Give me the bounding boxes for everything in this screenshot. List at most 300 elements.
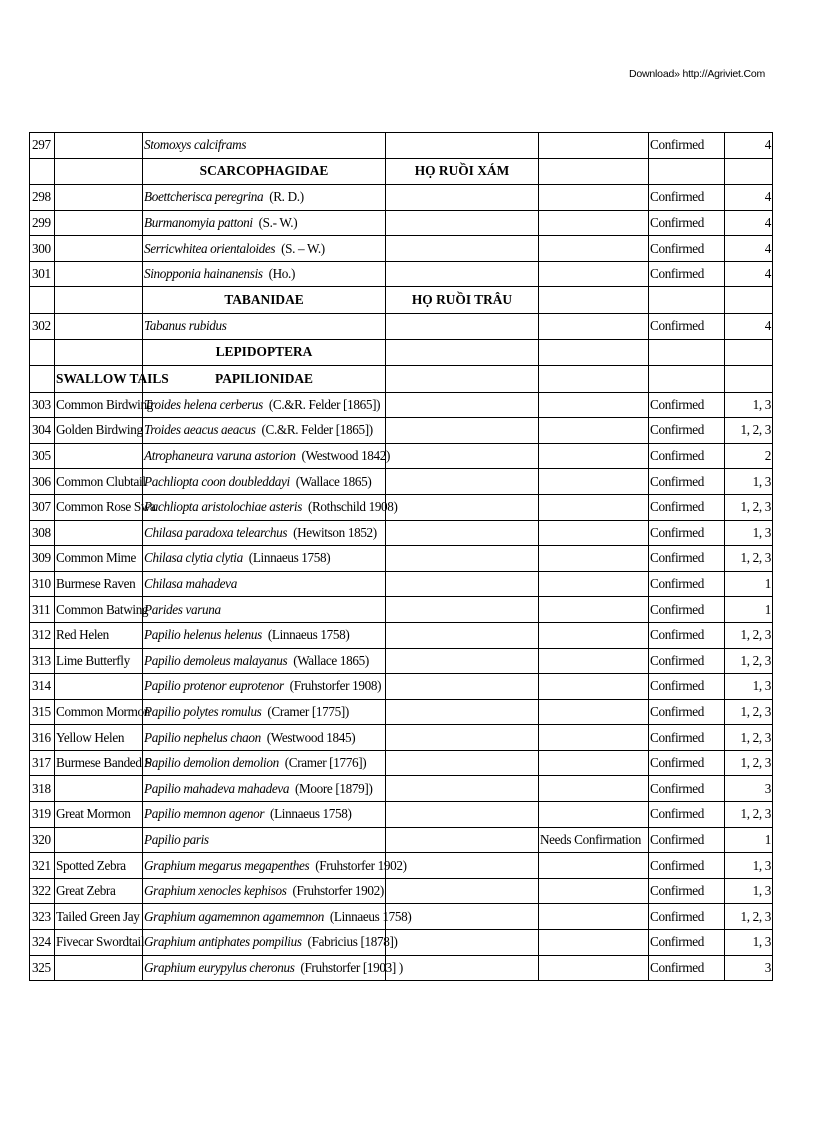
reference-cell: 4 [725,313,773,339]
status-cell: Confirmed [649,878,725,904]
section-left-label [55,339,143,366]
species-name: Graphium megarus megapenthes [144,857,310,873]
species-name: Papilio polytes romulus [144,703,262,719]
common-name-cell: Golden Birdwing [55,418,143,444]
common-name-cell: Great Mormon [55,802,143,828]
common-name-cell [55,776,143,802]
common-name-cell [55,827,143,853]
reference-cell: 1 [725,571,773,597]
species-name: Graphium agamemnon agamemnon [144,908,324,924]
species-row [30,571,773,597]
species-authority: (Fabricius [1878]) [307,934,398,950]
confirmation-note-cell [539,930,649,956]
row-number-cell: 300 [30,236,55,262]
row-number-cell [30,366,55,393]
row-number-cell: 307 [30,494,55,520]
scientific-name-cell [143,802,386,828]
common-name-cell [55,210,143,236]
common-name-cell: Fivecar Swordtail [55,930,143,956]
confirmation-note-cell [539,802,649,828]
species-row [30,597,773,623]
confirmation-note-cell [539,571,649,597]
species-authority: (Linnaeus 1758) [267,627,350,643]
common-name-cell: Common Rose Swa [55,494,143,520]
vietnamese-name-cell [386,546,539,572]
scientific-name-cell [143,520,386,546]
common-name-cell: Burmese Raven [55,571,143,597]
confirmation-note-cell [539,546,649,572]
status-cell: Confirmed [649,494,725,520]
common-name-cell: Red Helen [55,622,143,648]
status-cell: Confirmed [649,443,725,469]
species-row [30,802,773,828]
section-row [30,158,773,185]
scientific-name-cell [143,185,386,211]
status-cell: Confirmed [649,622,725,648]
status-cell: Confirmed [649,930,725,956]
family-name-cell: PAPILIONIDAE [143,366,386,393]
vietnamese-name-cell [386,133,539,159]
status-cell: Confirmed [649,392,725,418]
section-left-label [55,158,143,185]
row-number-cell: 322 [30,878,55,904]
family-name-cell: TABANIDAE [143,287,386,314]
vietnamese-name-cell [386,392,539,418]
reference-cell: 4 [725,210,773,236]
row-number-cell: 312 [30,622,55,648]
species-row [30,443,773,469]
reference-cell: 4 [725,236,773,262]
common-name-cell [55,674,143,700]
species-authority: (Linnaeus 1758) [329,908,412,924]
species-authority: (C.&R. Felder [1865]) [261,422,373,438]
status-cell: Confirmed [649,133,725,159]
confirmation-note-cell [539,133,649,159]
scientific-name-cell [143,853,407,879]
confirmation-note-cell [539,313,649,339]
status-cell [649,339,725,366]
species-name: Papilio demoleus malayanus [144,652,288,668]
scientific-name-cell [143,750,386,776]
status-cell: Confirmed [649,955,725,981]
species-row [30,699,773,725]
species-authority: (Cramer [1776]) [284,755,367,771]
species-name: Boettcherisca peregrina [144,189,264,205]
status-cell: Confirmed [649,313,725,339]
row-number-cell: 324 [30,930,55,956]
species-name: Troides aeacus aeacus [144,422,256,438]
species-name: Chilasa clytia clytia [144,550,243,566]
status-cell [649,287,725,314]
vietnamese-name-cell [386,520,539,546]
row-number-cell: 321 [30,853,55,879]
reference-cell: 2 [725,443,773,469]
species-row [30,827,773,853]
species-row [30,313,773,339]
status-cell: Confirmed [649,261,725,287]
status-cell: Confirmed [649,520,725,546]
status-cell: Confirmed [649,802,725,828]
reference-cell: 1, 2, 3 [725,725,773,751]
vietnamese-name-cell [386,622,539,648]
species-row [30,930,773,956]
row-number-cell: 320 [30,827,55,853]
reference-cell: 1, 3 [725,853,773,879]
status-cell: Confirmed [649,236,725,262]
reference-cell: 1, 3 [725,674,773,700]
species-authority: (R. D.) [269,189,304,205]
species-table-body [30,133,773,981]
vietnamese-name-cell [386,955,539,981]
species-authority: (Fruhstorfer 1902) [315,857,407,873]
download-link[interactable]: Download» http://Agriviet.Com [629,68,766,80]
confirmation-note-cell [539,776,649,802]
common-name-cell: Common Mime [55,546,143,572]
vietnamese-name-cell [386,185,539,211]
species-row [30,418,773,444]
vietnamese-name-cell [386,443,539,469]
species-name: Stomoxys calciframs [144,137,247,153]
species-name: Atrophaneura varuna astorion [144,448,296,464]
scientific-name-cell [143,443,391,469]
vietnamese-name-cell [386,776,539,802]
vietnamese-name-cell [386,313,539,339]
scientific-name-cell [143,210,386,236]
vietnamese-name-cell [386,261,539,287]
species-name: Pachliopta coon doubleddayi [144,473,290,489]
species-row [30,392,773,418]
row-number-cell: 298 [30,185,55,211]
species-row [30,133,773,159]
status-cell: Confirmed [649,418,725,444]
vietnamese-name-cell [386,494,539,520]
confirmation-note-cell [539,622,649,648]
common-name-cell: Common Birdwing [55,392,143,418]
vietnamese-name-cell [386,674,539,700]
row-number-cell: 316 [30,725,55,751]
scientific-name-cell [143,236,386,262]
status-cell [649,366,725,393]
note-cell [539,158,649,185]
species-row [30,853,773,879]
status-cell: Confirmed [649,571,725,597]
scientific-name-cell [143,571,386,597]
confirmation-note-cell [539,878,649,904]
scientific-name-cell [143,699,386,725]
species-row [30,725,773,751]
vietnamese-name-cell [386,469,539,495]
vietnamese-name-cell [386,571,539,597]
confirmation-note-cell [539,443,649,469]
scientific-name-cell [143,313,386,339]
row-number-cell: 305 [30,443,55,469]
common-name-cell [55,313,143,339]
reference-cell: 1, 2, 3 [725,750,773,776]
vietnamese-name-cell [386,339,539,366]
species-row [30,904,773,930]
common-name-cell [55,955,143,981]
species-row [30,494,773,520]
scientific-name-cell [143,597,386,623]
species-authority: (Ho.) [268,266,296,282]
reference-cell: 4 [725,133,773,159]
status-cell: Confirmed [649,699,725,725]
scientific-name-cell [143,776,386,802]
vietnamese-name-cell [386,853,539,879]
status-cell: Confirmed [649,776,725,802]
status-cell: Confirmed [649,210,725,236]
scientific-name-cell [143,392,386,418]
scientific-name-cell [143,546,386,572]
row-number-cell: 315 [30,699,55,725]
note-cell [539,287,649,314]
vietnamese-name-cell: HỌ RUỒI TRÂU [386,287,539,314]
scientific-name-cell [143,648,386,674]
confirmation-note-cell [539,210,649,236]
species-row [30,520,773,546]
species-row [30,750,773,776]
species-row [30,185,773,211]
species-authority: (Westwood 1845) [266,729,356,745]
confirmation-note-cell [539,597,649,623]
row-number-cell [30,339,55,366]
reference-cell: 1, 2, 3 [725,546,773,572]
confirmation-note-cell [539,392,649,418]
note-cell [539,366,649,393]
status-cell: Confirmed [649,827,725,853]
species-name: Graphium eurypylus cheronus [144,959,295,975]
reference-cell: 1, 2, 3 [725,699,773,725]
vietnamese-name-cell [386,648,539,674]
vietnamese-name-cell [386,699,539,725]
scientific-name-cell [143,725,386,751]
species-name: Chilasa paradoxa telearchus [144,524,288,540]
row-number-cell: 323 [30,904,55,930]
family-name-cell: SCARCOPHAGIDAE [143,158,386,185]
row-number-cell: 314 [30,674,55,700]
scientific-name-cell [143,469,386,495]
species-row [30,469,773,495]
confirmation-note-cell [539,494,649,520]
vietnamese-name-cell [386,802,539,828]
species-name: Papilio paris [144,831,209,847]
species-name: Graphium antiphates pompilius [144,934,302,950]
vietnamese-name-cell [386,827,539,853]
common-name-cell: Tailed Green Jay [55,904,143,930]
species-authority: (S. – W.) [281,240,325,256]
confirmation-note-cell [539,418,649,444]
species-authority: (Linnaeus 1758) [270,806,352,822]
confirmation-note-cell [539,750,649,776]
vietnamese-name-cell [386,878,539,904]
confirmation-note-cell [539,261,649,287]
species-authority: (Moore [1879]) [294,780,373,796]
species-authority: (Fruhstorfer 1902) [292,883,384,899]
species-row [30,648,773,674]
row-number-cell: 302 [30,313,55,339]
reference-cell: 3 [725,776,773,802]
family-name-cell: LEPIDOPTERA [143,339,386,366]
confirmation-note-cell [539,520,649,546]
common-name-cell [55,443,143,469]
section-row [30,366,773,393]
common-name-cell: Yellow Helen [55,725,143,751]
species-authority: (Cramer [1775]) [267,703,349,719]
status-cell: Confirmed [649,648,725,674]
species-name: Pachliopta aristolochiae asteris [144,499,303,515]
reference-cell: 1, 3 [725,520,773,546]
note-cell [539,339,649,366]
reference-cell: 1, 2, 3 [725,648,773,674]
species-name: Chilasa mahadeva [144,576,237,592]
row-number-cell: 308 [30,520,55,546]
confirmation-note-cell [539,699,649,725]
common-name-cell: Common Mormon [55,699,143,725]
reference-cell: 1, 2, 3 [725,418,773,444]
row-number-cell: 297 [30,133,55,159]
reference-cell: 4 [725,185,773,211]
common-name-cell: Common Clubtail [55,469,143,495]
status-cell: Confirmed [649,853,725,879]
common-name-cell [55,133,143,159]
species-row [30,955,773,981]
scientific-name-cell [143,622,386,648]
row-number-cell: 318 [30,776,55,802]
species-name: Sinopponia hainanensis [144,266,263,282]
species-authority: (Fruhstorfer [1903] ) [300,959,403,975]
scientific-name-cell [143,261,386,287]
row-number-cell: 304 [30,418,55,444]
status-cell: Confirmed [649,469,725,495]
scientific-name-cell [143,904,412,930]
common-name-cell: Burmese Banded S [55,750,143,776]
species-row [30,210,773,236]
row-number-cell: 299 [30,210,55,236]
row-number-cell: 313 [30,648,55,674]
status-cell: Confirmed [649,725,725,751]
row-number-cell: 317 [30,750,55,776]
reference-cell: 1 [725,597,773,623]
confirmation-note-cell [539,648,649,674]
status-cell: Confirmed [649,750,725,776]
row-number-cell: 309 [30,546,55,572]
species-name: Papilio memnon agenor [144,806,265,822]
confirmation-note-cell [539,725,649,751]
reference-cell: 1, 2, 3 [725,904,773,930]
species-name: Troides helena cerberus [144,396,263,412]
common-name-cell: Great Zebra [55,878,143,904]
species-name: Parides varuna [144,601,221,617]
species-name: Graphium xenocles kephisos [144,883,287,899]
species-row [30,776,773,802]
species-row [30,546,773,572]
vietnamese-name-cell [386,366,539,393]
species-authority: (Wallace 1865) [295,473,372,489]
status-cell: Confirmed [649,904,725,930]
species-authority: (Fruhstorfer 1908) [289,678,382,694]
common-name-cell [55,185,143,211]
vietnamese-name-cell [386,210,539,236]
section-left-label [55,287,143,314]
scientific-name-cell [143,133,386,159]
reference-cell: 3 [725,955,773,981]
species-row [30,878,773,904]
vietnamese-name-cell: HỌ RUỒI XÁM [386,158,539,185]
reference-cell: 1, 3 [725,469,773,495]
confirmation-note-cell [539,674,649,700]
row-number-cell [30,158,55,185]
reference-cell [725,158,773,185]
vietnamese-name-cell [386,750,539,776]
section-left-label: SWALLOW TAILS [55,366,143,393]
vietnamese-name-cell [386,597,539,623]
common-name-cell: Lime Butterfly [55,648,143,674]
reference-cell: 1, 2, 3 [725,494,773,520]
row-number-cell: 303 [30,392,55,418]
common-name-cell [55,261,143,287]
confirmation-note-cell [539,469,649,495]
scientific-name-cell [143,930,398,956]
scientific-name-cell [143,418,386,444]
confirmation-note-cell [539,236,649,262]
species-authority: (Hewitson 1852) [293,524,377,540]
species-name: Burmanomyia pattoni [144,214,253,230]
row-number-cell: 306 [30,469,55,495]
confirmation-note-cell [539,904,649,930]
species-name: Papilio helenus helenus [144,627,262,643]
species-row [30,261,773,287]
vietnamese-name-cell [386,725,539,751]
scientific-name-cell [143,878,386,904]
reference-cell [725,287,773,314]
reference-cell: 1, 3 [725,878,773,904]
species-name: Papilio mahadeva mahadeva [144,780,290,796]
scientific-name-cell [143,955,403,981]
row-number-cell: 301 [30,261,55,287]
vietnamese-name-cell [386,418,539,444]
species-row [30,674,773,700]
status-cell: Confirmed [649,597,725,623]
species-authority: (Rothschild 1908) [307,499,398,515]
scientific-name-cell [143,494,398,520]
section-row [30,287,773,314]
row-number-cell: 310 [30,571,55,597]
common-name-cell [55,520,143,546]
row-number-cell: 325 [30,955,55,981]
scientific-name-cell [143,827,386,853]
species-name: Serricwhitea orientaloides [144,240,276,256]
vietnamese-name-cell [386,930,539,956]
species-table [29,132,773,981]
confirmation-note-cell [539,853,649,879]
species-name: Papilio protenor euprotenor [144,678,284,694]
confirmation-note-cell [539,185,649,211]
reference-cell: 1, 2, 3 [725,622,773,648]
reference-cell: 1 [725,827,773,853]
common-name-cell: Spotted Zebra [55,853,143,879]
vietnamese-name-cell [386,236,539,262]
species-authority: (C.&R. Felder [1865]) [268,396,381,412]
reference-cell: 1, 3 [725,930,773,956]
status-cell: Confirmed [649,185,725,211]
confirmation-note-cell [539,955,649,981]
species-name: Papilio demolion demolion [144,755,279,771]
row-number-cell: 319 [30,802,55,828]
reference-cell: 4 [725,261,773,287]
species-authority: (Wallace 1865) [293,652,369,668]
status-cell [649,158,725,185]
reference-cell: 1, 2, 3 [725,802,773,828]
